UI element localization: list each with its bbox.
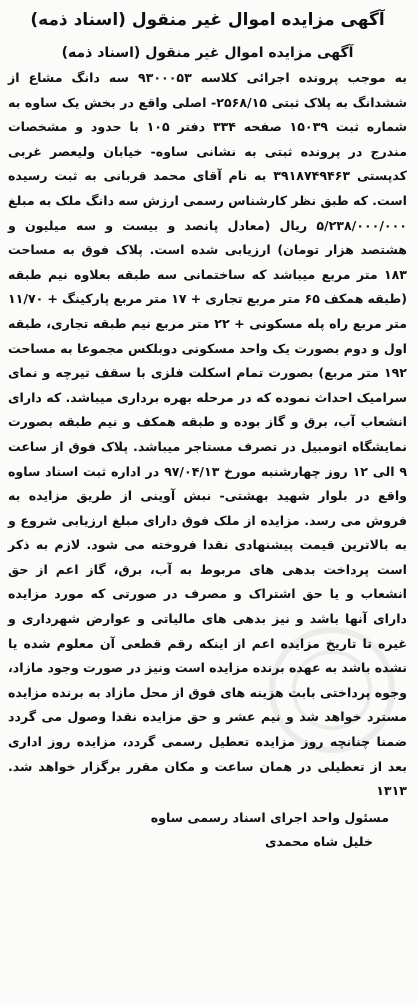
notice-subtitle: آگهی مزایده اموال غیر منقول (اسناد ذمه) bbox=[61, 45, 354, 61]
signature-block bbox=[8, 806, 407, 854]
signature-name: خلیل شاه محمدی bbox=[264, 833, 373, 849]
signature-title: مسئول واحد اجرای اسناد رسمی ساوه bbox=[150, 809, 389, 825]
notice-title: آگهی مزایده اموال غیر منقول (اسناد ذمه) bbox=[30, 10, 385, 30]
notice-body: به موجب پرونده اجرائی کلاسه ۹۳۰۰۰۵۳ سه دانگ مشاع از ششدانگ به پلاک ثبتی ۲۵۶۸/۱۵- اصلی واقع در بخش یک ساوه به شماره ثبت ۱۵۰۳۹ صفحه ۳۳۴ دفتر ۱۰۵ با حدود و مشخصات مندرج در پرونده ثبتی به نشانی ساوه- خیابان ولیعصر غربی کدپستی ۳۹۱۸۷۴۹۴۶۳ به نام آقای محمد قربانی به ثبت رسیده است. که طبق نظر کارشناس رسمی ارزش سه دانگ ملک به مبلغ ۵/۲۳۸/۰۰۰/۰۰۰ ریال (معادل پانصد و بیست و سه میلیون و هشتصد هزار تومان) ارزیابی شده است. پلاک فوق به مساحت ۱۸۳ متر مربع میباشد که ساختمانی سه طبقه بعلاوه نیم طبقه (طبقه همکف ۶۵ متر مربع تجاری + ۱۷ متر مربع پارکینگ + ۱۱/۷۰ متر مربع راه پله مسکونی + ۲۲ متر مربع نیم طبقه تجاری، طبقه اول و دوم بصورت یک واحد مسکونی دوبلکس مجموعا به مساحت ۱۹۲ متر مربع) بصورت تمام اسکلت فلزی با سقف تیرچه و نمای سرامیک احداث نموده که در مرحله بهره برداری میباشد. که دارای انشعاب آب، برق و گاز بوده و طبقه همکف و نیم طبقه بصورت نمایشگاه اتومبیل در تصرف مستاجر میباشد. پلاک فوق از ساعت ۹ الی ۱۲ روز چهارشنبه مورخ ۹۷/۰۴/۱۳ در اداره ثبت اسناد ساوه واقع در بلوار شهید بهشتی- نبش آوینی از طریق مزایده به فروش می رسد. مزایده از ملک فوق دارای مبلغ ارزیابی شروع و به بالاترین قیمت پیشنهادی نقدا فروخته می شود. لازم به ذکر است پرداخت بدهی های مربوط به آب، برق، گاز اعم از حق انشعاب و یا حق اشتراک و مصرف در صورتی که مورد مزایده دارای آنها باشد و نیز بدهی های مالیاتی و عوارض شهرداری و غیره تا تاریخ مزایده اعم از اینکه رقم قطعی آن معلوم شده یا نشده باشد به عهده برنده مزایده است ونیز در صورت وجود مازاد، وجوه پرداختی بابت هزینه های فوق از محل مازاد به برنده مزایده مسترد خواهد شد و نیم عشر و حق مزایده نقدا وصول می گردد ضمنا چنانچه روز مزایده تعطیل رسمی گردد، مزایده روز اداری بعد از تعطیلی در همان ساعت و مکان مقرر برگزار خواهد شد. ۱۳۱۳ bbox=[8, 70, 408, 799]
